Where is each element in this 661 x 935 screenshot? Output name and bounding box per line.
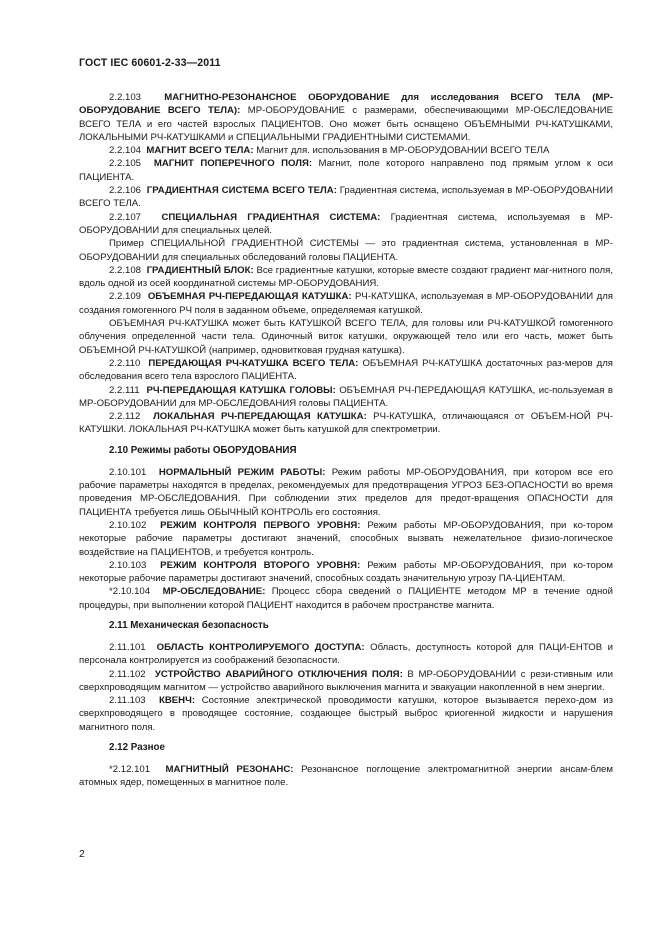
example-paragraph: Пример СПЕЦИАЛЬНОЙ ГРАДИЕНТНОЙ СИСТЕМЫ — это градиентная система, установленная в МР-ОБОРУДОВАНИИ для специальных обследований головы ПАЦИЕНТА. (79, 238, 613, 263)
definition-2-10-101: 2.10.101 НОРМАЛЬНЫЙ РЕЖИМ РАБОТЫ: Режим работы МР-ОБОРУДОВАНИЯ, при котором все его рабочие параметры находятся в пределах, рекомендуемых для предотвращения УГРОЗ БЕЗ-ОПАСНОСТИ во время проведения МР-ОБСЛЕДОВАНИЯ. При соблюдении этих пределов для предот-вращения ОПАСНОСТИ для ПАЦИЕНТА требуется лишь ОБЫЧНЫЙ КОНТРОЛЬ его состояния. (79, 466, 613, 518)
section-heading-2-10: 2.10 Режимы работы ОБОРУДОВАНИЯ (109, 444, 297, 456)
document-header: ГОСТ IEC 60601-2-33—2011 (79, 57, 221, 69)
section-heading-2-11: 2.11 Механическая безопасность (109, 619, 269, 631)
definition-2-2-106: 2.2.106 ГРАДИЕНТНАЯ СИСТЕМА ВСЕГО ТЕЛА: Градиентная система, используемая в МР-ОБОРУДОВАНИИ ВСЕГО ТЕЛА. (79, 185, 613, 210)
definition-2-12-101: *2.12.101 МАГНИТНЫЙ РЕЗОНАНС: Резонансное поглощение электромагнитной энергии ансам-блем атомных ядер, помещенных в магнитное поле. (79, 764, 613, 789)
definition-2-11-101: 2.11.101 ОБЛАСТЬ КОНТРОЛИРУЕМОГО ДОСТУПА: Область, доступность которой для ПАЦИ-ЕНТОВ и персонала контролируется из соображений безопасности. (79, 641, 613, 667)
definition-2-2-111: 2.2.111 РЧ-ПЕРЕДАЮЩАЯ КАТУШКА ГОЛОВЫ: ОБЪЕМНАЯ РЧ-ПЕРЕДАЮЩАЯ КАТУШКА, ис-пользуемая в МР-ОБОРУДОВАНИИ для МР-ОБСЛЕДОВАНИЯ головы ПАЦИЕНТА. (79, 384, 613, 409)
note-paragraph: ОБЪЕМНАЯ РЧ-КАТУШКА может быть КАТУШКОЙ ВСЕГО ТЕЛА, для головы или РЧ-КАТУШКОЙ гомогенного облучения определенной части тела. Одиночный виток катушки, окружающей тело или его часть, может быть ОБЪЕМНОЙ РЧ-КАТУШКОЙ (например, одновитковая грудная катушка). (79, 318, 613, 356)
definition-2-2-108: 2.2.108 ГРАДИЕНТНЫЙ БЛОК: Все градиентные катушки, которые вместе создают градиент маг-нитного поля, вдоль одной из осей координатной системы МР-ОБОРУДОВАНИЯ. (79, 264, 614, 290)
definition-2-10-103: 2.10.103 РЕЖИМ КОНТРОЛЯ ВТОРОГО УРОВНЯ: Режим работы МР-ОБОРУДОВАНИЯ, при ко-тором некоторые рабочие параметры достигают значений, способных создать значительную угрозу ПА-ЦИЕНТАМ. (79, 559, 613, 585)
definition-2-2-112: 2.2.112 ЛОКАЛЬНАЯ РЧ-ПЕРЕДАЮЩАЯ КАТУШКА: РЧ-КАТУШКА, отличающаяся от ОБЪЕМ-НОЙ РЧ-КАТУШКИ. ЛОКАЛЬНАЯ РЧ-КАТУШКА может быть катушкой для спектрометрии. (79, 411, 613, 436)
definition-2-2-103: 2.2.103 МАГНИТНО-РЕЗОНАНСНОЕ ОБОРУДОВАНИЕ для исследования ВСЕГО ТЕЛА (МР-ОБОРУДОВАНИЕ ВСЕГО ТЕЛА): МР-ОБОРУДОВАНИЕ с размерами, обеспечивающими МР-ОБСЛЕДОВАНИЕ ВСЕГО ТЕЛА и его частей взрослых ПАЦИЕНТОВ. Оно может быть оснащено ОБЪЕМНЫМИ РЧ-КАТУШКАМИ, ЛОКАЛЬНЫМИ РЧ-КАТУШКАМИ и СПЕЦИАЛЬНЫМИ ГРАДИЕНТНЫМИ СИСТЕМАМИ. (79, 92, 614, 143)
definition-2-2-107: 2.2.107 СПЕЦИАЛЬНАЯ ГРАДИЕНТНАЯ СИСТЕМА: Градиентная система, используемая в МР-ОБОРУДОВАНИИ для специальных целей. (79, 211, 614, 236)
definition-2-10-102: 2.10.102 РЕЖИМ КОНТРОЛЯ ПЕРВОГО УРОВНЯ: Режим работы МР-ОБОРУДОВАНИЯ, при ко-тором некоторые рабочие параметры достигают значений, способных вызвать нежелательное физио-логическое воздействие на ПАЦИЕНТОВ, и требуется контроль. (79, 519, 613, 558)
definition-2-2-110: 2.2.110 ПЕРЕДАЮЩАЯ РЧ-КАТУШКА ВСЕГО ТЕЛА: ОБЪЕМНАЯ РЧ-КАТУШКА достаточных раз-меров для обследования всего тела взрослого ПАЦИЕНТА. (79, 357, 613, 383)
definition-2-2-104: 2.2.104 МАГНИТ ВСЕГО ТЕЛА: Магнит для. использования в МР-ОБОРУДОВАНИИ ВСЕГО ТЕЛА (109, 145, 550, 157)
definition-2-11-103: 2.11.103 КВЕНЧ: Состояние электрической проводимости катушки, которое вызывается перехо-дом из сверхпроводящего в проводящее состояние, создающее быстрый выброс криогенной жидкости и нарушения магнитного поля. (79, 695, 613, 733)
definition-2-11-102: 2.11.102 УСТРОЙСТВО АВАРИЙНОГО ОТКЛЮЧЕНИЯ ПОЛЯ: В МР-ОБОРУДОВАНИИ с рези-стивным или сверхпроводящим магнитом — устройство аварийного выключения магнита и эвакуации накопленной в нем энергии. (79, 668, 614, 693)
definition-2-2-109: 2.2.109 ОБЪЕМНАЯ РЧ-ПЕРЕДАЮЩАЯ КАТУШКА: РЧ-КАТУШКА, используемая в МР-ОБОРУДОВАНИИ для создания гомогенного РЧ поля в заданном объеме, определяемая катушкой. (79, 291, 613, 316)
section-heading-2-12: 2.12 Разное (109, 742, 165, 754)
document-body (79, 91, 613, 790)
definition-2-2-105: 2.2.105 МАГНИТ ПОПЕРЕЧНОГО ПОЛЯ: Магнит, поле которого направлено под прямым углом к оси ПАЦИЕНТА. (79, 158, 613, 183)
definition-2-10-104: *2.10.104 МР-ОБСЛЕДОВАНИЕ: Процесс сбора сведений о ПАЦИЕНТЕ методом МР в течение одной процедуры, при выполнении которой ПАЦИЕНТ находится в рабочем пространстве магнита. (79, 586, 613, 611)
page-number: 2 (79, 848, 85, 860)
